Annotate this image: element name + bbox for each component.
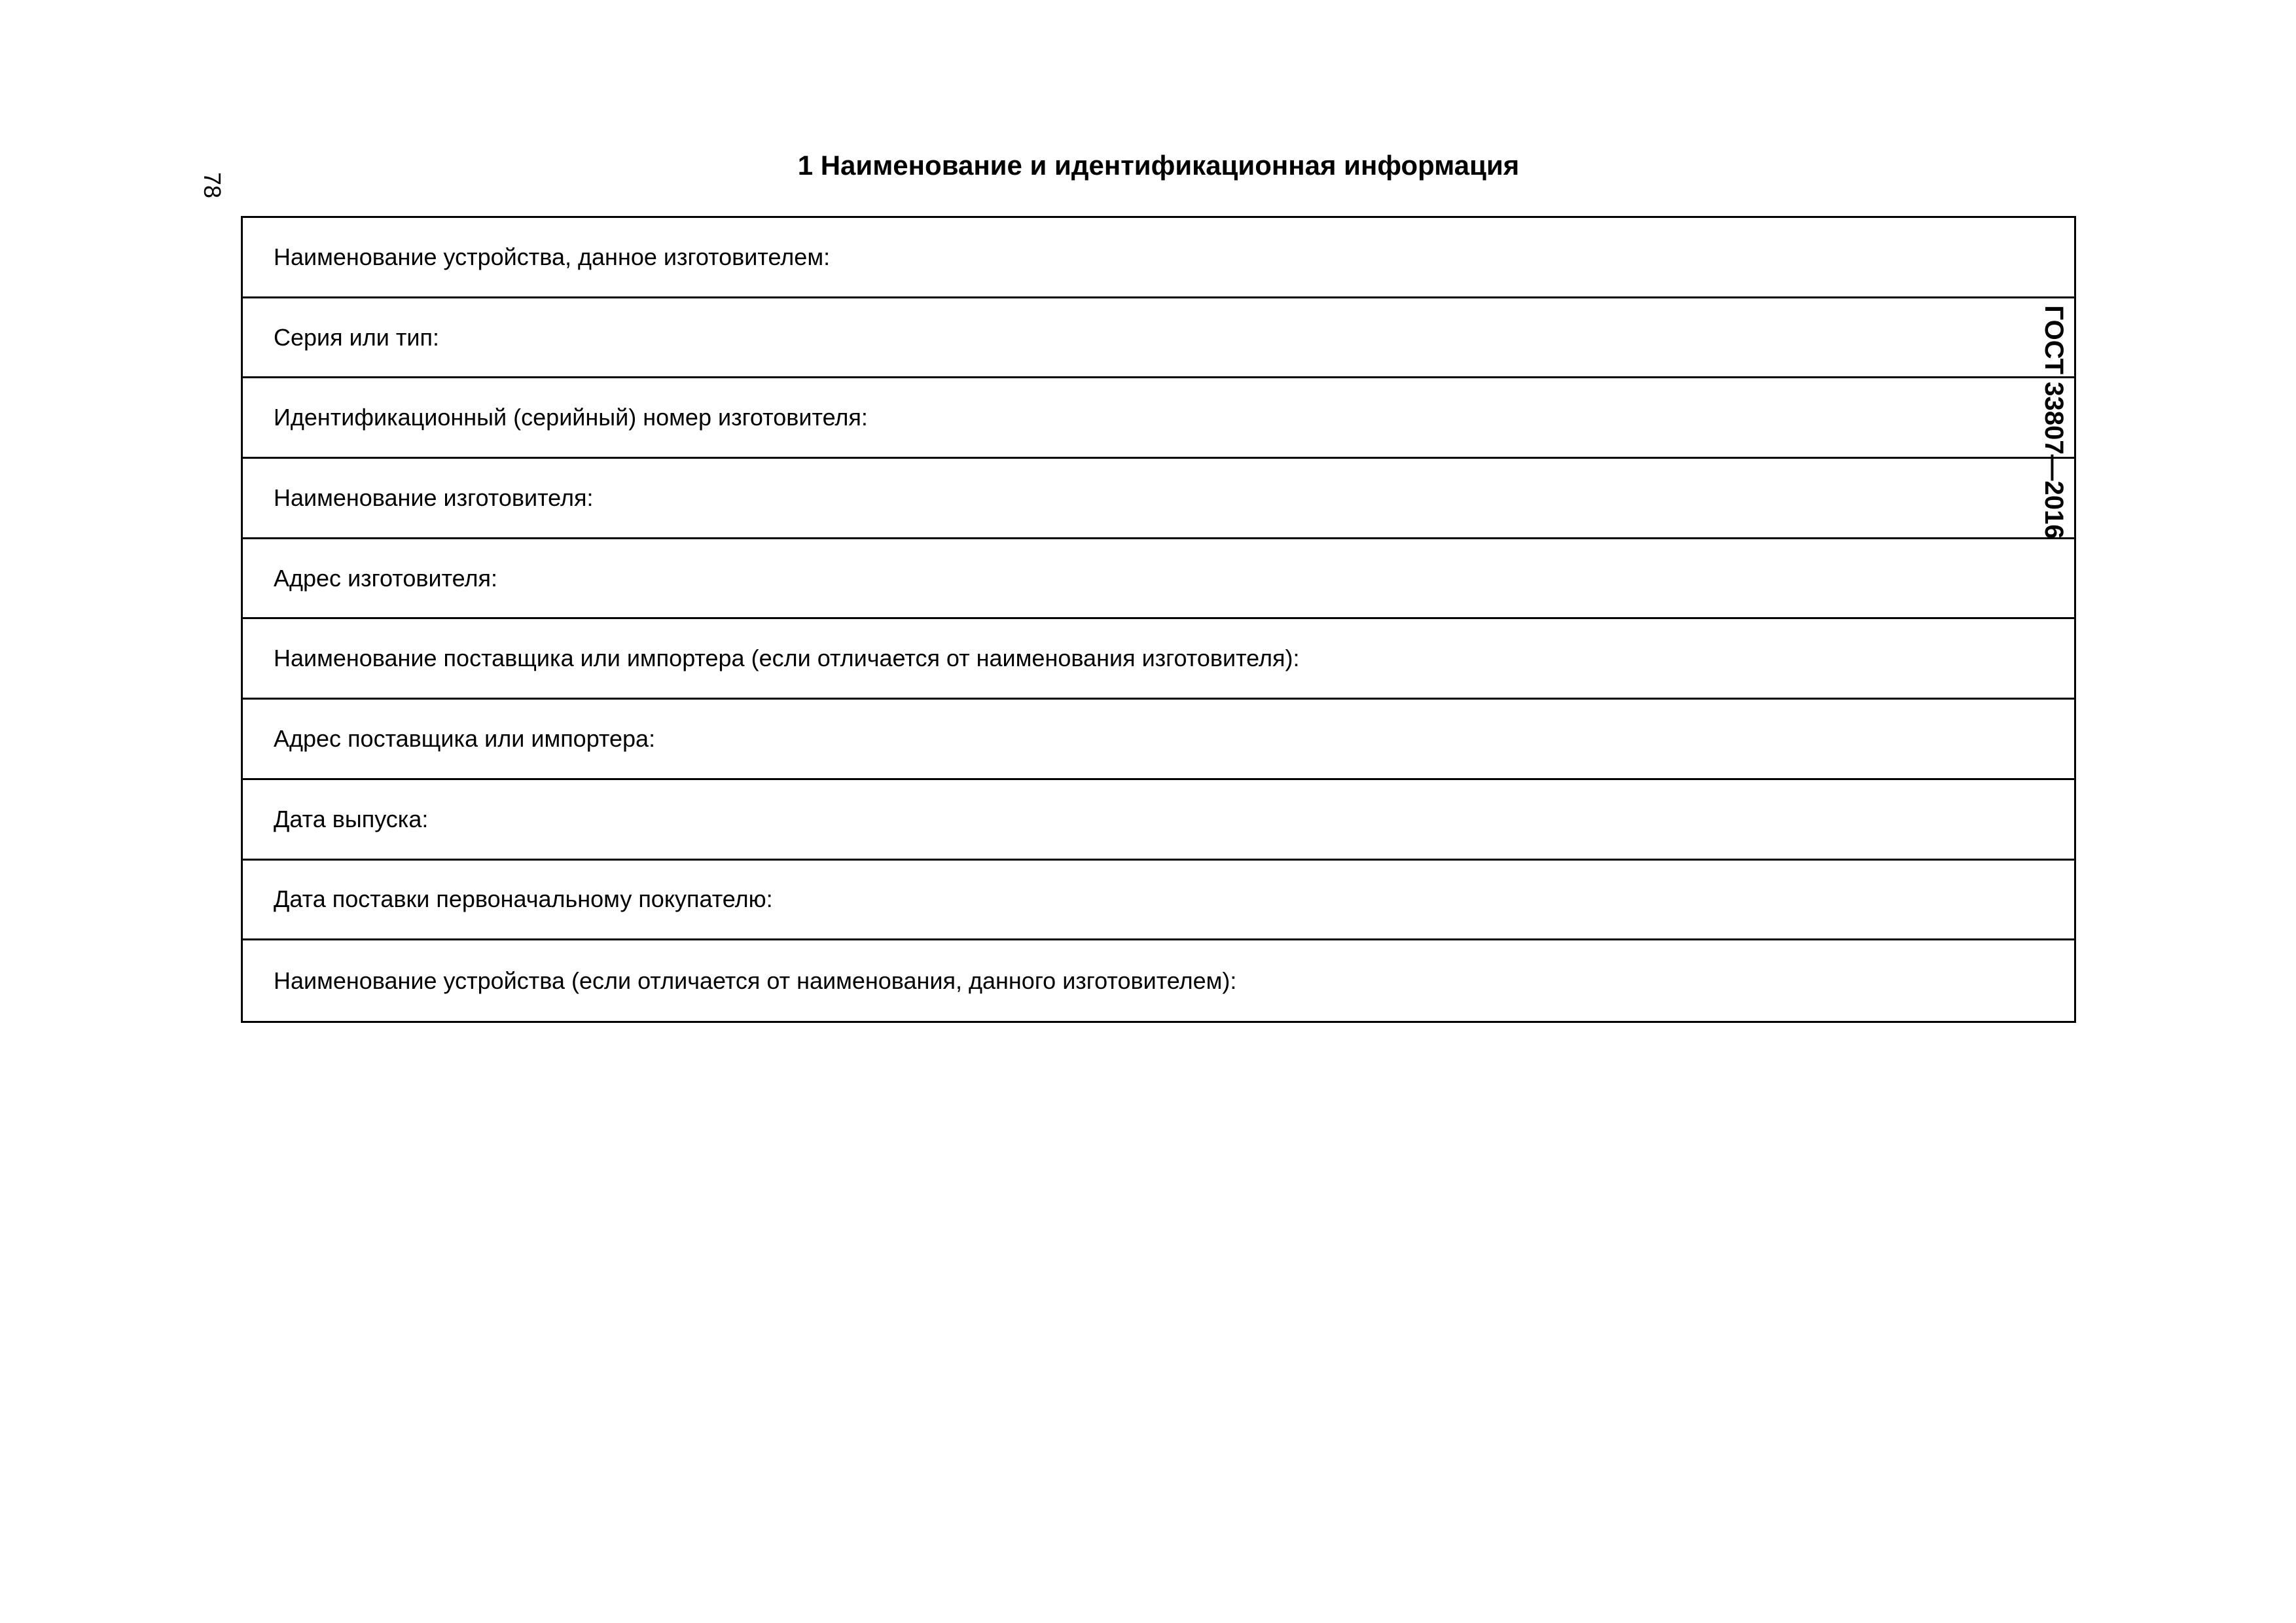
row-label-serial-number: Идентификационный (серийный) номер изготовителя:: [274, 404, 868, 431]
table-row: [243, 619, 2074, 700]
row-label-delivery-date: Дата поставки первоначальному покупателю:: [274, 885, 773, 913]
table-row: [243, 539, 2074, 620]
table-row: [243, 298, 2074, 379]
page-number: 78: [199, 171, 226, 199]
identification-table: [241, 216, 2076, 1023]
table-row: [243, 780, 2074, 861]
row-label-alternate-device-name: Наименование устройства (если отличается от наименования, данного изготовителем):: [274, 967, 1237, 994]
table-row: [243, 459, 2074, 539]
section-title: 1 Наименование и идентификационная информация: [797, 150, 1520, 181]
table-row: [243, 940, 2074, 1021]
row-label-supplier-address: Адрес поставщика или импортера:: [274, 724, 656, 752]
row-label-series-type: Серия или тип:: [274, 323, 439, 351]
row-label-manufacturer-address: Адрес изготовителя:: [274, 564, 497, 592]
document-code: ГОСТ 33807—2016: [2039, 305, 2068, 539]
table-row: [243, 218, 2074, 298]
table-row: [243, 378, 2074, 459]
row-label-supplier-name: Наименование поставщика или импортера (если отличается от наименования изготовителя):: [274, 645, 1300, 672]
row-label-manufacturer-name: Наименование изготовителя:: [274, 484, 594, 511]
table-row: [243, 700, 2074, 780]
table-row: [243, 861, 2074, 941]
row-label-device-name: Наименование устройства, данное изготовителем:: [274, 243, 831, 270]
row-label-release-date: Дата выпуска:: [274, 805, 429, 832]
